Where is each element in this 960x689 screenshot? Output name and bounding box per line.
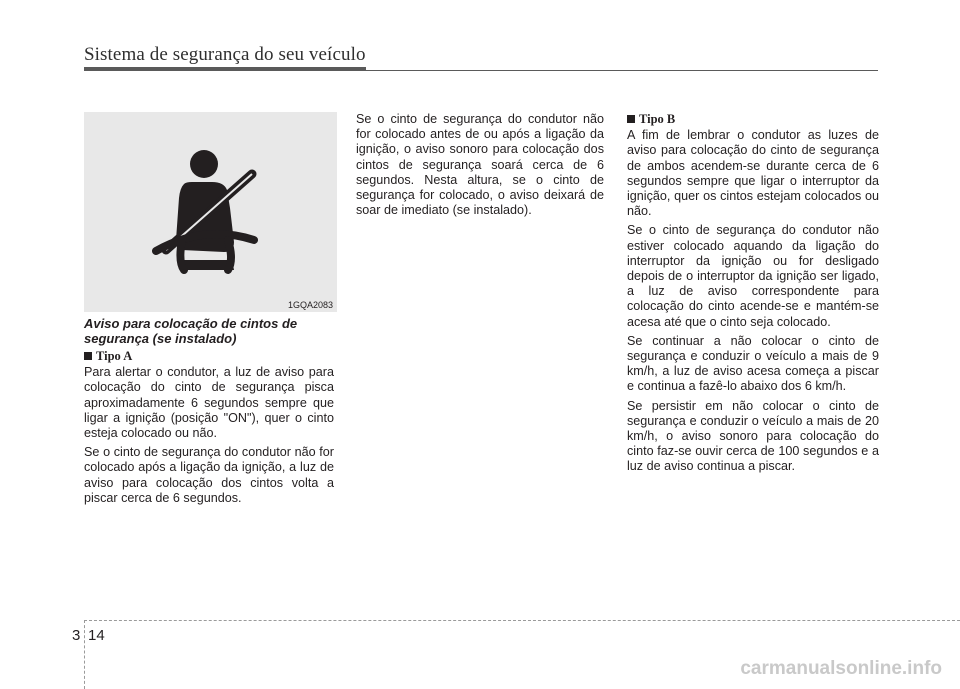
square-bullet-icon xyxy=(627,115,635,123)
paragraph: Se continuar a não colocar o cinto de segurança e conduzir o veículo a mais de 9 km/h, a luz de aviso acesa começa a piscar e continua a fazê-lo abaixo dos 6 km/h. xyxy=(627,333,879,394)
type-a-heading xyxy=(84,349,334,364)
section-subheading xyxy=(84,316,334,346)
header-rule-thin xyxy=(366,70,878,71)
footer-rule xyxy=(84,620,960,621)
column-left xyxy=(84,316,334,510)
paragraph: Se o cinto de segurança do condutor não for colocado antes de ou após a ligação da ignição, o aviso sonoro para colocação dos cintos de segurança soará cerca de 6 segundos. Nesta altura, se o cinto de segurança for colocado, o aviso deixará de soar de imediato (se instalado). xyxy=(356,112,604,218)
seatbelt-figure xyxy=(84,112,337,312)
subheading-line-1: Aviso para colocação de cintos de xyxy=(84,316,298,331)
page-number: 14 xyxy=(88,627,105,644)
watermark: carmanualsonline.info xyxy=(740,658,942,679)
paragraph: Se persistir em não colocar o cinto de segurança e conduzir o veículo a mais de 20 km/h, o aviso sonoro para colocação do cinto faz-se ouvir cerca de 100 segundos e a luz de aviso continua a piscar. xyxy=(627,398,879,474)
page-header-title: Sistema de segurança do seu veículo xyxy=(84,44,366,65)
seatbelt-warning-icon xyxy=(84,112,337,312)
type-a-label: Tipo A xyxy=(96,349,133,363)
column-middle xyxy=(356,112,604,222)
column-right xyxy=(627,112,879,479)
chapter-number: 3 xyxy=(72,627,81,644)
footer-divider xyxy=(84,620,86,689)
paragraph: Se o cinto de segurança do condutor não estiver colocado aquando da ligação do interruptor da ignição ou for desligado depois de o interruptor da ignição ser ligado, a luz de aviso correspondente para colocação do cinto acende-se e mantém-se acesa até que o cinto seja colocado. xyxy=(627,223,879,329)
paragraph: Se o cinto de segurança do condutor não for colocado após a ligação da ignição, a luz de aviso para colocação dos cintos volta a piscar cerca de 6 segundos. xyxy=(84,445,334,505)
type-b-heading xyxy=(627,112,879,127)
type-b-label: Tipo B xyxy=(639,112,676,126)
paragraph: A fim de lembrar o condutor as luzes de aviso para colocação do cinto de segurança de ambos acendem-se durante cerca de 6 segundos sempre que ligar o interruptor da ignição, quer os cintos estejam colocados ou não. xyxy=(627,128,879,219)
square-bullet-icon xyxy=(84,352,92,360)
paragraph: Para alertar o condutor, a luz de aviso para colocação do cinto de segurança pisca aproximadamente 6 segundos sempre que ligar a ignição (posição "ON"), quer o cinto esteja colocado ou não. xyxy=(84,365,334,441)
subheading-line-2: segurança (se instalado) xyxy=(84,331,237,346)
figure-code: 1GQA2083 xyxy=(287,300,333,310)
header-rule-thick xyxy=(84,67,366,71)
